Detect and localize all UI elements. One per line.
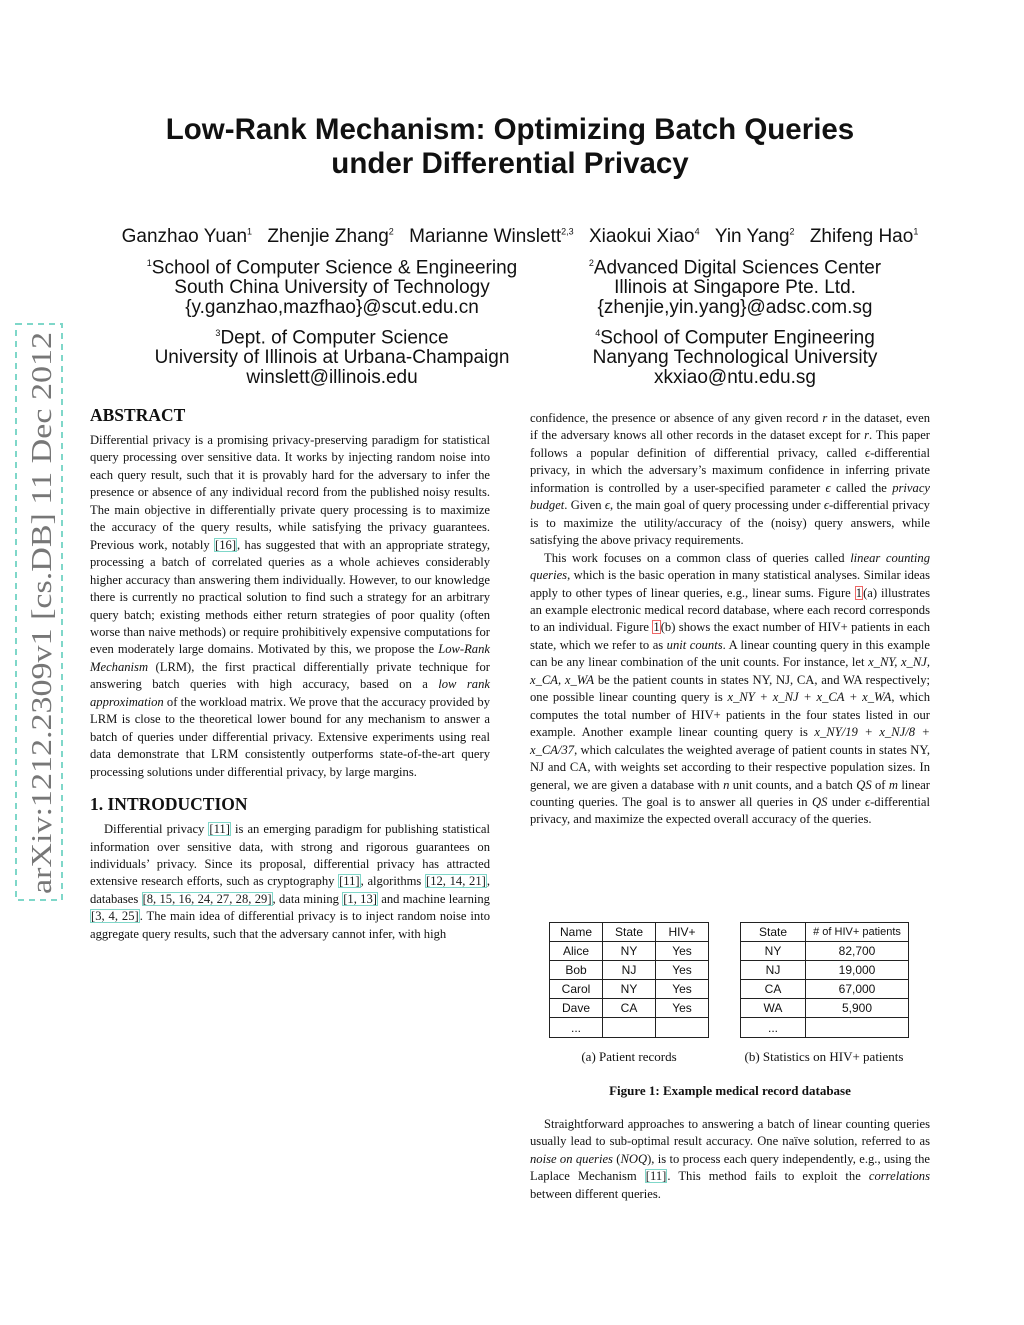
author xyxy=(589,226,700,247)
author xyxy=(409,226,574,247)
math: x_NY/19 + x_NJ/8 + x_CA/37 xyxy=(530,725,931,757)
table-cell: Carol xyxy=(550,980,603,999)
text-run: , which is the basic operation in many statistical analyses. Similar ideas apply to other types of linear queries, e.g., linear sums. Figure xyxy=(530,568,930,600)
paper-title xyxy=(100,113,920,181)
affiliation-sup: 3 xyxy=(215,328,221,338)
abstract-text xyxy=(90,432,490,781)
citation-link[interactable]: [16] xyxy=(215,537,237,552)
table-row xyxy=(741,999,909,1018)
introduction-heading: 1. INTRODUCTION xyxy=(90,794,248,815)
author-name: Zhenjie Zhang xyxy=(267,226,389,247)
citation-link[interactable]: [8, 15, 16, 24, 27, 28, 29] xyxy=(142,891,272,906)
figure-ref-link[interactable]: 1 xyxy=(653,620,660,635)
arxiv-stamp-text: arXiv:1212.2309v1 [cs.DB] 11 Dec 2012 xyxy=(27,431,58,894)
affiliation-institution: University of Illinois at Urbana-Champaign xyxy=(154,347,510,369)
text-run: be the patient counts in states NY, NJ, CA, and WA respectively; one possible linear counting query is xyxy=(530,672,930,705)
figure-tables xyxy=(530,922,930,1040)
text-run: -differential privacy is to maximize the utility/accuracy of the (noisy) query answers, while satisfying the above privacy requirements. xyxy=(530,498,930,548)
text-run: linear counting queries. The goal is to answer all queries in xyxy=(530,777,930,809)
table-cell: ... xyxy=(550,1018,603,1037)
text-run: , databases xyxy=(90,874,491,906)
table-cell: Bob xyxy=(550,961,603,980)
right-column xyxy=(530,410,930,829)
column-header: # of HIV+ patients xyxy=(806,923,909,942)
text-run: between different queries. xyxy=(530,1186,661,1201)
table-row xyxy=(741,942,909,961)
math: m xyxy=(888,777,898,792)
emphasis: noise on queries xyxy=(530,1151,613,1166)
math: QS xyxy=(856,777,872,792)
text-run: Straightforward approaches to answering a batch of linear counting queries usually lead to sub-optimal result accuracy. One naïve solution, referred to as xyxy=(530,1117,930,1149)
affiliation-email: xkxiao@ntu.edu.sg xyxy=(654,367,816,389)
table-cell: Alice xyxy=(550,942,603,961)
table-cell: Dave xyxy=(550,999,603,1018)
text-run: . This method fails to exploit the xyxy=(667,1169,869,1184)
affiliation-email: {zhenjie,yin.yang}@adsc.com.sg xyxy=(597,297,873,319)
math: ϵ xyxy=(865,445,871,460)
figure-caption: Figure 1: Example medical record database xyxy=(609,1083,851,1098)
paragraph-naive-approach xyxy=(530,1116,930,1203)
author-sup: 1 xyxy=(247,226,253,237)
text-run: of xyxy=(871,777,889,792)
table-cell: NY xyxy=(603,980,656,999)
author-sup: 4 xyxy=(694,226,700,237)
math: ϵ xyxy=(823,498,829,513)
table-cell: Yes xyxy=(656,999,709,1018)
table-cell: 67,000 xyxy=(806,980,909,999)
text-run: , which calculates the weighted average of patient counts in states NY, NJ and CA, with weights set according to their respective population sizes. In general, we are given a database with xyxy=(530,742,930,792)
table-cell: 5,900 xyxy=(806,999,909,1018)
author-name: Ganzhao Yuan xyxy=(121,226,248,247)
text-run: , algorithms xyxy=(360,874,426,889)
hiv-statistics-table xyxy=(740,922,909,1038)
arxiv-stamp xyxy=(14,322,64,902)
math: x_NY, x_NJ, x_CA, x_WA xyxy=(530,655,930,687)
author-name: Yin Yang xyxy=(714,226,790,247)
table-cell xyxy=(656,1018,709,1037)
text-run: . This paper follows a popular definition of differential privacy, called xyxy=(530,428,930,460)
table-header-row xyxy=(550,923,709,942)
affiliation-institution: Nanyang Technological University xyxy=(592,347,878,369)
affiliation-email: {y.ganzhao,mazfhao}@scut.edu.cn xyxy=(185,297,479,319)
table-cell xyxy=(603,1018,656,1037)
author-sup: 2,3 xyxy=(561,226,574,237)
affiliation-sup: 4 xyxy=(595,328,601,338)
text-run: , which computes the total number of HIV+ patients in the four states listed in our example. Another example linear counting query is xyxy=(530,690,930,740)
affiliation-2 xyxy=(560,253,910,318)
math: n xyxy=(723,777,730,792)
emphasis: correlations xyxy=(868,1169,930,1184)
title-line-2: under Differential Privacy xyxy=(331,147,689,180)
citation-link[interactable]: [11] xyxy=(645,1169,667,1184)
title-line-1: Low-Rank Mechanism: Optimizing Batch Queries xyxy=(165,113,855,146)
table-cell: 19,000 xyxy=(806,961,909,980)
math: r xyxy=(864,428,870,443)
author xyxy=(267,226,393,247)
paragraph-privacy-definition xyxy=(530,410,930,550)
paragraph-linear-queries xyxy=(530,550,930,829)
citation-link[interactable]: [11] xyxy=(209,822,230,837)
text-run: of the workload matrix. We prove that the accuracy provided by LRM is close to the theoretical lower bound for any mechanism to answer a batch of queries under differential privacy. Extensive experiments using real data demonstrate that LRM consistently outperforms state-of-the-art query processing solutions under differential privacy, by large margins. xyxy=(90,694,490,779)
table-cell: Yes xyxy=(656,942,709,961)
citation-link[interactable]: [12, 14, 21] xyxy=(426,874,486,889)
text-run: in the dataset, even if the adversary knows all other records in the dataset except for xyxy=(530,411,930,443)
text-run: . A linear counting query in this example can be any linear combination of the unit counts. For instance, let xyxy=(530,637,930,670)
math: QS xyxy=(811,794,828,809)
emphasis: unit counts xyxy=(666,637,723,652)
table-row xyxy=(741,1018,909,1037)
text-run: , data mining xyxy=(272,891,343,906)
math: ϵ xyxy=(825,480,831,495)
table-row xyxy=(550,942,709,961)
emphasis: linear counting queries xyxy=(530,550,930,583)
emphasis: privacy budget xyxy=(530,480,930,513)
affiliation-name: Dept. of Computer Science xyxy=(220,327,449,349)
author xyxy=(810,226,919,247)
table-cell: NJ xyxy=(741,961,806,980)
table-row xyxy=(550,1018,709,1037)
author-sup: 2 xyxy=(388,226,394,237)
column-header: State xyxy=(741,923,806,942)
text-run: Differential privacy is a promising privacy-preserving paradigm for statistical query processing over sensitive data. It works by injecting random noise into each query result, such that it is provably hard for the adversary to infer the presence or absence of any individual record from the published noisy results. The main objective in differentially private query processing is to maximize the accuracy of the query results, while satisfying the privacy guarantees. Previous work, notably xyxy=(90,433,490,552)
table-cell: CA xyxy=(603,999,656,1018)
text-run: This work focuses on a common class of queries called xyxy=(544,550,851,565)
math: x_NY + x_NJ + x_CA + x_WA xyxy=(727,690,892,705)
table-row xyxy=(550,980,709,999)
column-header: HIV+ xyxy=(656,923,709,942)
citation-link[interactable]: [11] xyxy=(339,874,360,889)
text-run: under xyxy=(827,794,865,809)
math: ϵ xyxy=(865,794,871,809)
text-run: ( xyxy=(612,1151,621,1166)
text-run: confidence, the presence or absence of any given record xyxy=(530,411,823,425)
citation-link[interactable]: [3, 4, 25] xyxy=(91,909,139,924)
table-cell: Yes xyxy=(656,961,709,980)
emphasis: low rank approximation xyxy=(90,677,490,709)
affiliation-email: winslett@illinois.edu xyxy=(246,367,418,389)
subcaption-a: (a) Patient records xyxy=(581,1049,677,1064)
subcaption-b: (b) Statistics on HIV+ patients xyxy=(744,1049,904,1064)
emphasis: Low-Rank Mechanism xyxy=(90,642,490,674)
table-cell: CA xyxy=(741,980,806,999)
author xyxy=(122,226,252,247)
figure-1 xyxy=(530,922,930,1098)
affiliation-name: School of Computer Engineering xyxy=(600,327,875,349)
author-sup: 1 xyxy=(913,226,919,237)
text-run: . The main idea of differential privacy is to inject random noise into aggregate query results, such that the adversary cannot infer, with high xyxy=(90,909,490,941)
table-cell: NJ xyxy=(603,961,656,980)
affiliation-3 xyxy=(130,323,534,388)
table-cell: Yes xyxy=(656,980,709,999)
text-run: (a) illustrates an example electronic medical record database, where each record corresponds to an individual. Figure xyxy=(530,585,931,635)
text-run: (b) shows the exact number of HIV+ patients in each state, which we refer to as xyxy=(530,620,930,652)
math: r xyxy=(822,411,828,425)
affiliation-institution: South China University of Technology xyxy=(174,277,490,299)
author-name: Zhifeng Hao xyxy=(809,226,914,247)
author-list xyxy=(60,226,980,248)
column-header: Name xyxy=(550,923,603,942)
author-sup: 2 xyxy=(789,226,795,237)
text-run: -differential privacy, and maximize the expected overall accuracy of the queries. xyxy=(530,794,930,827)
text-run: , the main goal of query processing under xyxy=(609,498,824,513)
table-cell: NY xyxy=(603,942,656,961)
table-cell: 82,700 xyxy=(806,942,909,961)
right-column-bottom xyxy=(530,1116,930,1203)
text-run: -differential privacy, in which the adversary’s maximum confidence in inferring private information is controlled by a user-specified parameter xyxy=(530,445,930,495)
table-cell: ... xyxy=(741,1018,806,1037)
text-run: and machine learning xyxy=(377,891,490,906)
text-run: unit counts, and a batch xyxy=(729,777,857,792)
figure-ref-link[interactable]: 1 xyxy=(855,585,863,600)
text-run: , has suggested that with an appropriate strategy, processing a batch of correlated queries as a whole achieves considerably higher accuracy than answering them individually. However, to our knowledge there is currently no practical solution to find such a strategy for an arbitrary query batch; existing methods either return strategies of poor quality (often worse than naive methods) or require prohibitively expensive computations for even moderately large domains. Motivated by this, we propose the xyxy=(90,537,490,657)
patient-records-table xyxy=(549,922,709,1038)
table-cell xyxy=(806,1018,909,1037)
affiliation-name: Advanced Digital Sciences Center xyxy=(593,257,882,279)
emphasis: NOQ xyxy=(620,1151,648,1166)
table-cell: NY xyxy=(741,942,806,961)
affiliation-4 xyxy=(560,323,910,388)
abstract-heading: ABSTRACT xyxy=(90,405,186,425)
table-cell: WA xyxy=(741,999,806,1018)
table-row xyxy=(741,980,909,999)
table-row xyxy=(741,961,909,980)
text-run: Differential privacy xyxy=(104,822,209,837)
affiliation-1 xyxy=(130,253,534,318)
text-run: called the xyxy=(830,480,893,495)
table-row xyxy=(550,961,709,980)
affiliation-name: School of Computer Science & Engineering xyxy=(151,257,518,279)
table-row xyxy=(550,999,709,1018)
text-run: is an emerging paradigm for publishing statistical information over sensitive data, with strong and rigorous guarantees on individuals’ privacy. Since its proposal, differential privacy has attracted extensive research efforts, such as cryptography xyxy=(90,822,490,889)
affiliation-sup: 1 xyxy=(146,258,152,268)
affiliation-institution: Illinois at Singapore Pte. Ltd. xyxy=(614,277,856,299)
author-name: Marianne Winslett xyxy=(409,226,562,247)
text-run: . Given xyxy=(564,498,605,513)
text-run: ), is to process each query independently, e.g., using the Laplace Mechanism xyxy=(530,1151,930,1184)
affiliation-sup: 2 xyxy=(588,258,594,268)
author xyxy=(715,226,795,247)
table-header-row xyxy=(741,923,909,942)
citation-link[interactable]: [1, 13] xyxy=(343,891,377,906)
text-run: (LRM), the first practical differentially private technique for answering batch queries with high accuracy, based on a xyxy=(90,659,490,692)
math: ϵ xyxy=(604,498,610,513)
column-header: State xyxy=(603,923,656,942)
left-column xyxy=(90,404,490,943)
author-name: Xiaokui Xiao xyxy=(588,226,695,247)
introduction-text xyxy=(90,821,490,943)
